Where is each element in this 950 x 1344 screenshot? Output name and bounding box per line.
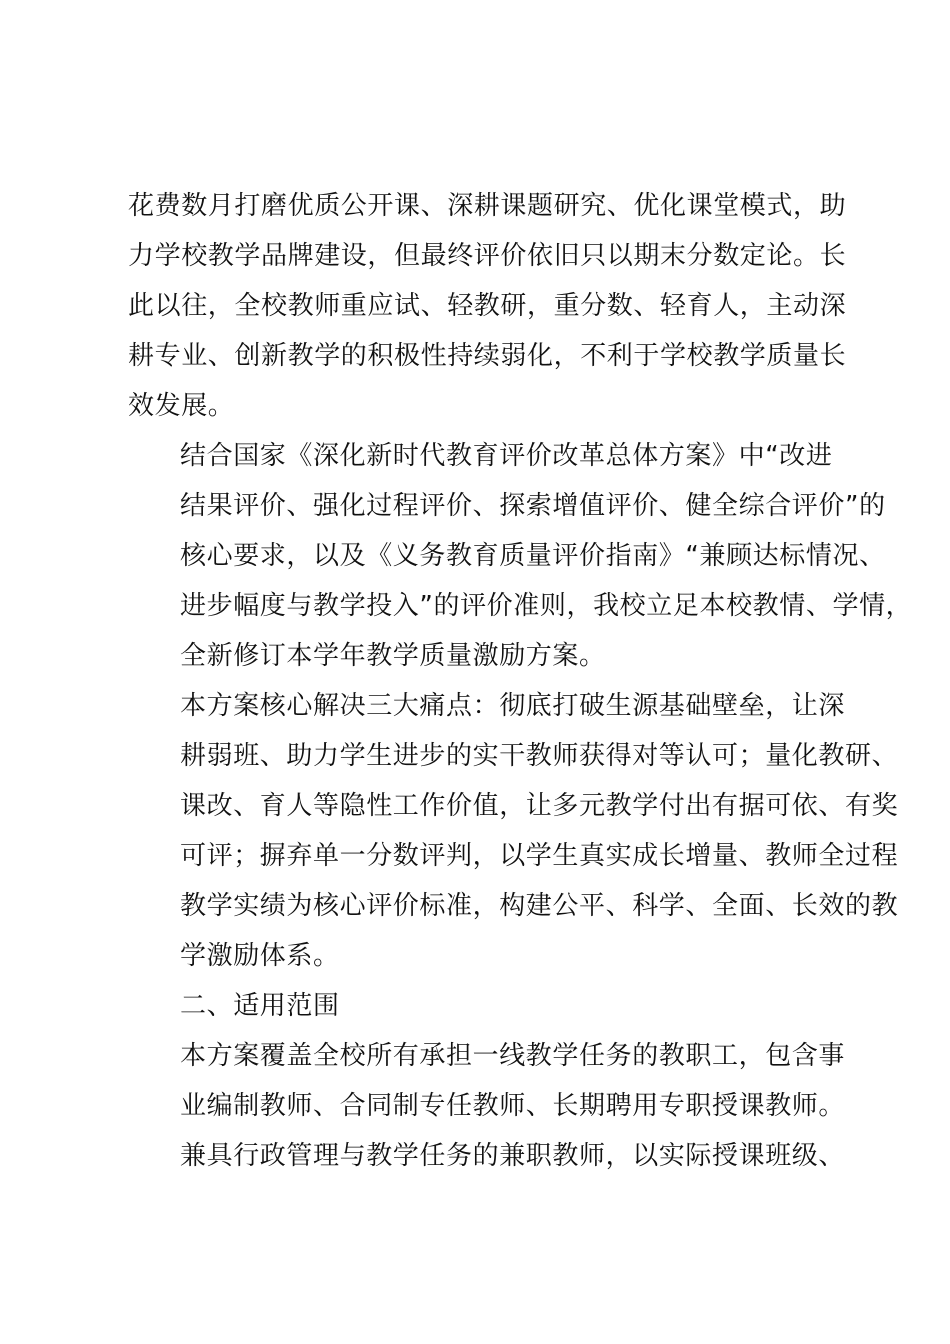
paragraph-part-time-teachers: [128, 1131, 846, 1181]
paragraph-policy-basis: [128, 431, 913, 681]
paragraph-scope-coverage: [128, 1031, 846, 1131]
document-body: [128, 181, 913, 1181]
text-line: 结合国家《深化新时代教育评价改革总体方案》中“改进: [180, 441, 833, 471]
text-line: 力学校教学品牌建设，但最终评价依旧只以期末分数定论。长: [128, 241, 847, 271]
text-line: 本方案核心解决三大痛点：彻底打破生源基础壁垒，让深: [180, 691, 846, 721]
text-line: 兼具行政管理与教学任务的兼职教师，以实际授课班级、: [180, 1141, 846, 1171]
text-line: 全新修订本学年教学质量激励方案。: [180, 641, 606, 671]
section-heading-text: 二、适用范围: [180, 991, 340, 1021]
text-line: 花费数月打磨优质公开课、深耕课题研究、优化课堂模式，助: [128, 191, 847, 221]
section-heading-scope: [128, 981, 833, 1031]
text-line: 耕专业、创新教学的积极性持续弱化，不利于学校教学质量长: [128, 341, 847, 371]
text-line: 学激励体系。: [180, 941, 340, 971]
text-line: 核心要求，以及《义务教育质量评价指南》“兼顾达标情况、: [180, 541, 886, 571]
text-line: 效发展。: [128, 391, 235, 421]
text-line: 进步幅度与教学投入”的评价准则，我校立足本校教情、学情，: [180, 591, 913, 621]
text-line: 此以往，全校教师重应试、轻教研，重分数、轻育人，主动深: [128, 291, 847, 321]
paragraph-evaluation-problem: [128, 181, 847, 431]
text-line: 本方案覆盖全校所有承担一线教学任务的教职工，包含事: [180, 1041, 846, 1071]
text-line: 业编制教师、合同制专任教师、长期聘用专职授课教师。: [180, 1091, 846, 1121]
text-line: 课改、育人等隐性工作价值，让多元教学付出有据可依、有奖: [180, 791, 899, 821]
text-line: 教学实绩为核心评价标准，构建公平、科学、全面、长效的教: [180, 891, 899, 921]
text-line: 可评；摒弃单一分数评判，以学生真实成长增量、教师全过程: [180, 841, 899, 871]
text-line: 结果评价、强化过程评价、探索增值评价、健全综合评价”的: [180, 491, 886, 521]
text-line: 耕弱班、助力学生进步的实干教师获得对等认可；量化教研、: [180, 741, 899, 771]
paragraph-core-pain-points: [128, 681, 899, 981]
